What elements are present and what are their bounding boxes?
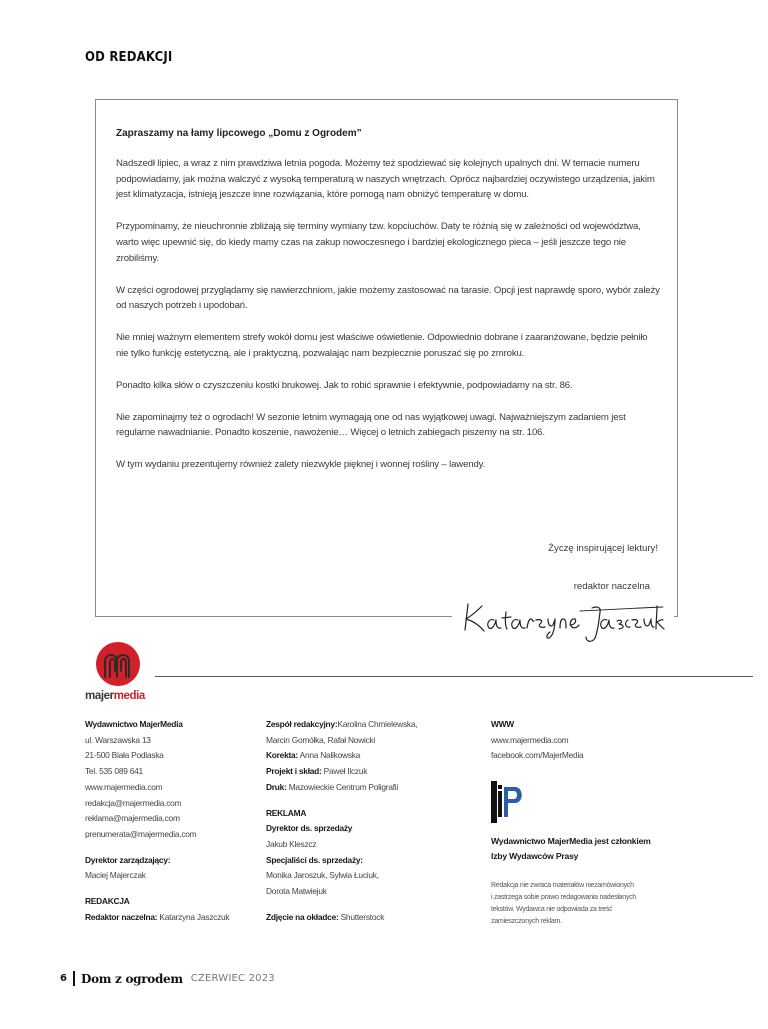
page-footer <box>60 971 275 986</box>
sales-director-label: Dyrektor ds. sprzedaży <box>266 823 353 834</box>
logo-word-media: media <box>113 690 145 702</box>
proofreading-value: Anna Nalikowska <box>299 750 361 761</box>
disclaimer <box>491 880 681 928</box>
publisher-address: ul. Warszawska 13 <box>85 734 151 745</box>
membership-line: Wydawnictwo MajerMedia jest członkiem <box>491 836 651 846</box>
publisher-email-subscription: prenumerata@majermedia.com <box>85 828 197 839</box>
print-value: Mazowieckie Centrum Poligrafii <box>288 781 399 792</box>
print-label: Druk: <box>266 781 287 792</box>
ipp-logo-icon <box>491 781 523 823</box>
majermedia-emblem-icon <box>95 641 141 687</box>
membership-line: Izby Wydawców Prasy <box>491 850 579 861</box>
signature-image <box>460 598 665 646</box>
letter-paragraph: Nie mniej ważnym elementem strefy wokół domu jest właściwe oświetlenie. Odpowiednio dobrane i zaaranżowane, będzie pełniło nie tylko funkcję estetyczną, ale i praktyczną, pozwalając nam bezpiecznie poruszać się po zmroku. <box>116 332 648 359</box>
publisher-phone: Tel. 535 089 641 <box>85 766 143 777</box>
publisher-name: Wydawnictwo MajerMedia <box>85 719 183 729</box>
letter-closing: Życzę inspirującej lektury! <box>548 543 658 554</box>
imprint-divider <box>155 676 753 677</box>
page-number: 6 <box>60 973 67 984</box>
section-title: OD REDAKCJI <box>85 50 173 65</box>
letter-paragraph: Nadszedł lipiec, a wraz z nim prawdziwa letnia pogoda. Możemy też spodziewać się kolejnych upalnych dni. W temacie numeru podpowiadamy, jak można walczyć z wysoką temperaturą w naszych wnętrzach. Oprócz najbardziej oczywistego urządzenia, jakim jest klimatyzacja, istnieją jeszcze inne rozwiązania, które pomogą nam obniżyć temperaturę w domu. <box>116 157 655 201</box>
letter-paragraph: W tym wydaniu prezentujemy również zalety niezwykle pięknej i wonnej rośliny – lawendy. <box>116 459 486 471</box>
team-value-cont: Marcin Gomółka, Rafał Nowicki <box>266 734 376 745</box>
publisher-email-editorial: redakcja@majermedia.com <box>85 797 182 808</box>
letter-paragraph: Przypominamy, że nieuchronnie zbliżają się terminy wymiany tzw. kopciuchów. Daty te różnią się w zależności od województwa, warto więc upewnić się, do kiedy mamy czas na zakup nowoczesnego i bardziej ekologicznego pieca – jeśli jeszcze tego nie zrobiliśmy. <box>116 221 641 264</box>
magazine-name: Dom z ogrodem <box>80 971 183 986</box>
editor-in-chief-name: Katarzyna Jaszczuk <box>159 911 230 922</box>
membership-note <box>491 834 651 863</box>
director-label: Dyrektor zarządzający: <box>85 854 171 865</box>
director-name: Maciej Majerczak <box>85 870 146 881</box>
team-value: Karolina Chmielewska, <box>337 719 418 729</box>
publisher-website: www.majermedia.com <box>85 781 163 792</box>
sales-director-name: Jakub Kleszcz <box>266 838 317 849</box>
imprint-column-www <box>491 717 583 764</box>
www-heading: WWW <box>491 719 514 729</box>
imprint-column-publisher <box>85 717 229 925</box>
sales-specialists-label: Specjaliści ds. sprzedaży: <box>266 854 363 865</box>
sales-specialists-names: Monika Jaroszuk, Sylwia Łuciuk, <box>266 870 379 881</box>
ads-heading: REKLAMA <box>266 807 307 818</box>
editorial-heading: REDAKCJA <box>85 896 130 907</box>
imprint-column-team <box>266 717 417 925</box>
team-label: Zespół redakcyjny: <box>266 719 338 729</box>
majermedia-logo <box>85 641 155 702</box>
cover-photo-label: Zdjęcie na okładce: <box>266 911 339 922</box>
letter-paragraph: W części ogrodowej przyglądamy się nawierzchniom, jakie możemy zastosować na tarasie. Opcji jest naprawdę sporo, wybór zależy od naszych potrzeb i upodobań. <box>116 284 660 312</box>
disclaimer-line: tekstów. Wydawca nie odpowiada za treść <box>491 906 613 913</box>
disclaimer-line: i zastrzega sobie prawo redagowania nadesłanych <box>491 894 637 901</box>
design-value: Paweł Ilczuk <box>323 766 368 777</box>
issue-date: CZERWIEC 2023 <box>190 973 275 984</box>
proofreading-label: Korekta: <box>266 750 298 761</box>
logo-word-majer: majer <box>85 690 114 702</box>
sales-specialists-names: Dorota Matwiejuk <box>266 886 327 897</box>
www-link[interactable]: www.majermedia.com <box>491 734 569 745</box>
publisher-email-ads: reklama@majermedia.com <box>85 813 180 824</box>
editor-in-chief-label: Redaktor naczelna: <box>85 911 158 922</box>
letter-paragraph: Nie zapominajmy też o ogrodach! W sezonie letnim wymagają one od nas wyjątkowej uwagi. Najważniejszym zadaniem jest regularne nawadnianie. Ponadto koszenie, nawożenie… Więcej o letnich zabiegach piszemy na str. 106. <box>116 411 626 439</box>
letter-heading: Zapraszamy na łamy lipcowego „Domu z Ogrodem” <box>116 128 362 139</box>
disclaimer-line: zamieszczonych reklam. <box>491 918 562 925</box>
editorial-letter <box>116 126 661 489</box>
facebook-link[interactable]: facebook.com/MajerMedia <box>491 750 584 761</box>
editor-role: redaktor naczelna <box>573 581 650 592</box>
footer-separator <box>73 971 75 986</box>
letter-paragraph: Ponadto kilka słów o czyszczeniu kostki brukowej. Jak to robić sprawnie i efektywnie, podpowiadamy na str. 86. <box>116 379 573 391</box>
cover-photo-value: Shutterstock <box>340 911 385 922</box>
publisher-city: 21-500 Biała Podlaska <box>85 750 164 761</box>
disclaimer-line: Redakcja nie zwraca materiałów niezamówionych <box>491 882 634 889</box>
design-label: Projekt i skład: <box>266 766 322 777</box>
